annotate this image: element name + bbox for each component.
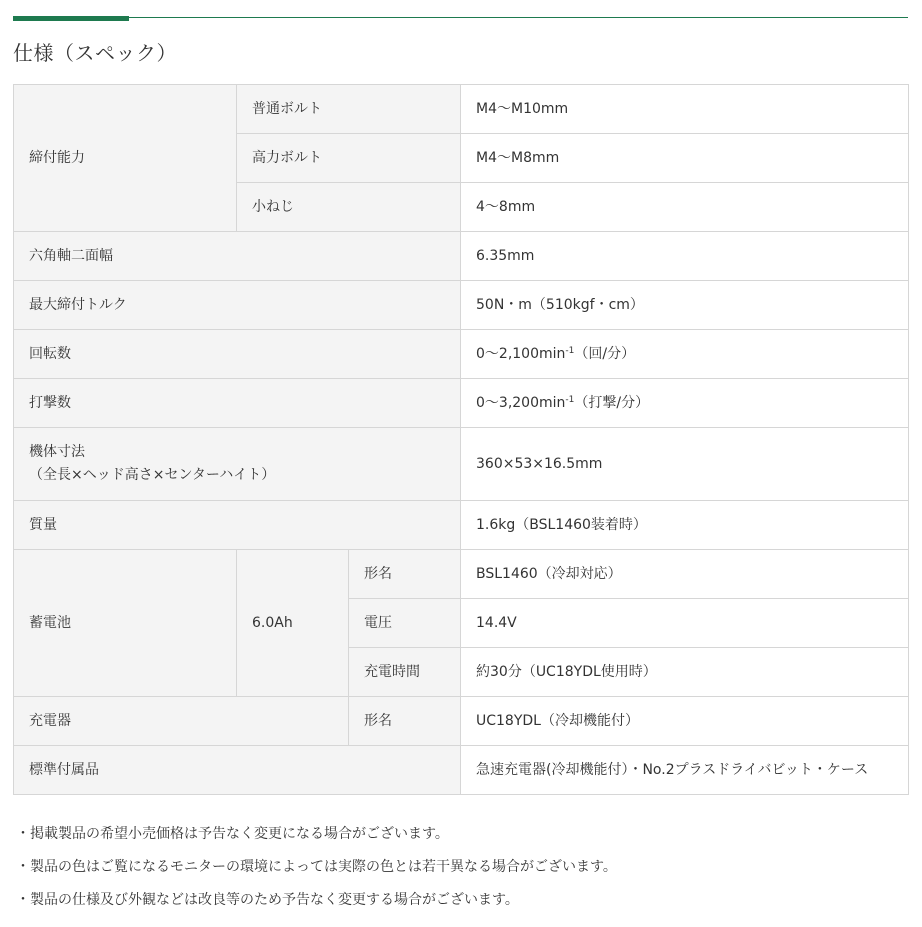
hex-shank-value: 6.35mm <box>461 232 909 281</box>
table-row <box>14 501 909 550</box>
section-title: 仕様（スペック） <box>13 41 177 65</box>
spec-table <box>13 84 909 795</box>
table-row <box>14 330 909 379</box>
dimensions-label-line1: 機体寸法 <box>29 444 85 460</box>
battery-model-value: BSL1460（冷却対応） <box>461 550 909 599</box>
table-row <box>14 379 909 428</box>
charger-label: 充電器 <box>14 697 349 746</box>
table-row <box>14 85 909 134</box>
dimensions-label-line2: （全長×ヘッド高さ×センターハイト） <box>29 467 276 483</box>
impact-value-unit: （打撃/分） <box>574 394 650 411</box>
rotation-value <box>461 330 909 379</box>
rotation-value-exponent: -1 <box>565 345 575 356</box>
rotation-value-unit: （回/分） <box>574 345 636 362</box>
battery-label: 蓄電池 <box>14 550 237 697</box>
battery-voltage-value: 14.4V <box>461 599 909 648</box>
rotation-label: 回転数 <box>14 330 461 379</box>
hex-shank-label: 六角軸二面幅 <box>14 232 461 281</box>
dimensions-label <box>14 428 461 501</box>
table-row <box>14 697 909 746</box>
impact-label: 打撃数 <box>14 379 461 428</box>
weight-label: 質量 <box>14 501 461 550</box>
dimensions-value: 360×53×16.5mm <box>461 428 909 501</box>
impact-value-main: 0～3,200min <box>476 394 566 411</box>
notes-list <box>16 822 617 921</box>
battery-capacity: 6.0Ah <box>237 550 349 697</box>
battery-voltage-label: 電圧 <box>349 599 461 648</box>
charger-model-label: 形名 <box>349 697 461 746</box>
table-row <box>14 281 909 330</box>
list-item: ・製品の仕様及び外観などは改良等のため予告なく変更する場合がございます。 <box>16 892 519 908</box>
section-divider <box>13 17 908 18</box>
table-row <box>14 746 909 795</box>
impact-value-exponent: -1 <box>565 394 575 405</box>
table-row <box>14 232 909 281</box>
charger-model-value: UC18YDL（冷却機能付） <box>461 697 909 746</box>
rotation-value-main: 0～2,100min <box>476 345 566 362</box>
list-item: ・掲載製品の希望小売価格は予告なく変更になる場合がございます。 <box>16 826 449 842</box>
hightension-bolt-value: M4～M8mm <box>461 134 909 183</box>
small-screw-value: 4～8mm <box>461 183 909 232</box>
hightension-bolt-label: 高力ボルト <box>237 134 461 183</box>
small-screw-label: 小ねじ <box>237 183 461 232</box>
ordinary-bolt-value: M4～M10mm <box>461 85 909 134</box>
clamping-capacity-label: 締付能力 <box>14 85 237 232</box>
max-torque-value: 50N・m（510kgf・cm） <box>461 281 909 330</box>
list-item: ・製品の色はご覧になるモニターの環境によっては実際の色とは若干異なる場合がございます。 <box>16 859 617 875</box>
accessories-value: 急速充電器(冷却機能付）・No.2プラスドライバビット・ケース <box>461 746 909 795</box>
max-torque-label: 最大締付トルク <box>14 281 461 330</box>
battery-model-label: 形名 <box>349 550 461 599</box>
impact-value <box>461 379 909 428</box>
accessories-label: 標準付属品 <box>14 746 461 795</box>
ordinary-bolt-label: 普通ボルト <box>237 85 461 134</box>
weight-value: 1.6kg（BSL1460装着時） <box>461 501 909 550</box>
battery-charge-time-value: 約30分（UC18YDL使用時） <box>461 648 909 697</box>
battery-charge-time-label: 充電時間 <box>349 648 461 697</box>
table-row <box>14 550 909 599</box>
table-row <box>14 428 909 501</box>
